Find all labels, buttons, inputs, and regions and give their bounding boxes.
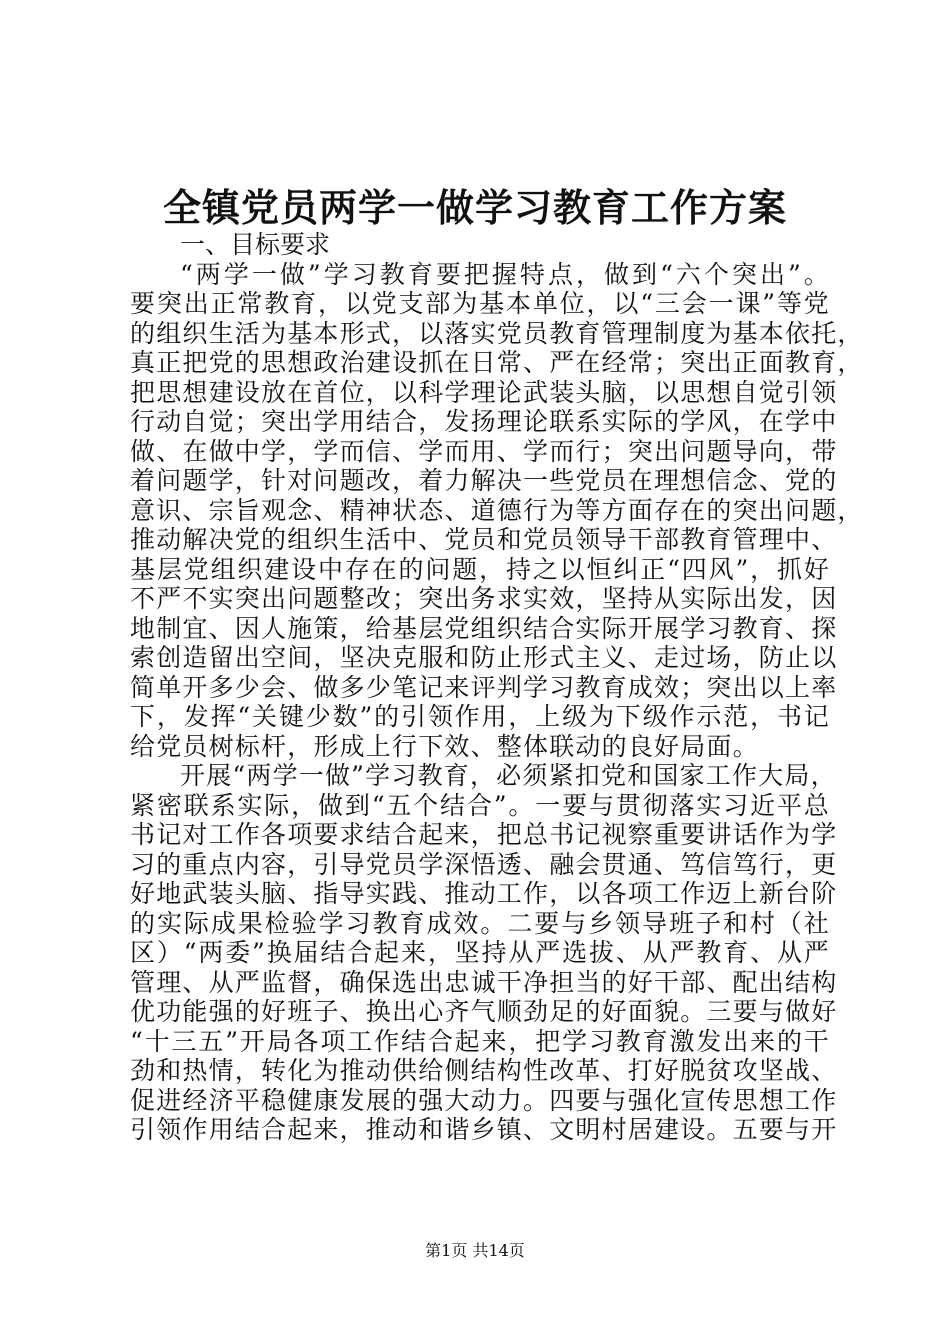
section-heading: 一、目标要求: [180, 230, 331, 259]
paragraph-line: 区）“两委”换届结合起来，坚持从严选拔、从严教育、从严: [130, 938, 830, 967]
paragraph-line: 习的重点内容，引导党员学深悟透、融会贯通、笃信笃行，更: [130, 849, 838, 879]
paragraph-line: 优功能强的好班子、换出心齐气顺劲足的好面貌。三要与做好: [130, 997, 838, 1026]
paragraph-line: 地制宜、因人施策，给基层党组织结合实际开展学习教育、探: [130, 613, 838, 643]
paragraph-line: 把思想建设放在首位，以科学理论武装头脑，以思想自觉引领: [130, 377, 838, 407]
paragraph-line: 的实际成果检验学习教育成效。二要与乡领导班子和村（社: [130, 908, 830, 938]
paragraph-line: 着问题学，针对问题改，着力解决一些党员在理想信念、党的: [130, 466, 838, 495]
paragraph-line: 紧密联系实际，做到“五个结合”。一要与贯彻落实习近平总: [130, 790, 830, 820]
paragraph-line: “十三五”开局各项工作结合起来，把学习教育激发出来的干: [130, 1026, 830, 1056]
paragraph-line: 开展“两学一做”学习教育，必须紧扣党和国家工作大局，: [180, 761, 837, 790]
paragraph-line: 给党员树标杆，形成上行下效、整体联动的良好局面。: [130, 731, 759, 761]
paragraph-line: 索创造留出空间，坚决克服和防止形式主义、走过场，防止以: [130, 643, 838, 672]
paragraph-line: 管理、从严监督，确保选出忠诚干净担当的好干部、配出结构: [130, 967, 838, 997]
paragraph-line: 书记对工作各项要求结合起来，把总书记视察重要讲话作为学: [130, 820, 838, 849]
paragraph-2: [130, 761, 838, 1145]
paragraph-line: 不严不实突出问题整改；突出务求实效，坚持从实际出发，因: [130, 584, 838, 613]
paragraph-line: 要突出正常教育，以党支部为基本单位，以“三会一课”等党: [130, 289, 830, 318]
paragraph-1: [130, 259, 864, 762]
paragraph-line: 劲和热情，转化为推动供给侧结构性改革、打好脱贫攻坚战、: [130, 1056, 838, 1085]
document-body: [130, 230, 864, 1145]
paragraph-line: 下，发挥“关键少数”的引领作用，上级为下级作示范，书记: [130, 702, 830, 731]
paragraph-line: 真正把党的思想政治建设抓在日常、严在经常；突出正面教育，: [130, 348, 864, 377]
paragraph-line: 的组织生活为基本形式，以落实党员教育管理制度为基本依托，: [130, 318, 864, 348]
paragraph-line: 意识、宗旨观念、精神状态、道德行为等方面存在的突出问题，: [130, 495, 864, 525]
paragraph-line: 基层党组织建设中存在的问题，持之以恒纠正“四风”，抓好: [130, 554, 830, 584]
paragraph-line: 促进经济平稳健康发展的强大动力。四要与强化宣传思想工作: [130, 1085, 838, 1115]
paragraph-line: 好地武装头脑、指导实践、推动工作，以各项工作迈上新台阶: [130, 879, 838, 908]
paragraph-line: 做、在做中学，学而信、学而用、学而行；突出问题导向，带: [130, 436, 838, 466]
paragraph-line: 行动自觉；突出学用结合，发扬理论联系实际的学风，在学中: [130, 407, 838, 436]
page-number-footer: 第1页 共14页: [425, 1241, 525, 1260]
paragraph-line: 简单开多少会、做多少笔记来评判学习教育成效；突出以上率: [130, 672, 838, 702]
paragraph-line: “两学一做”学习教育要把握特点，做到“六个突出”。: [180, 259, 830, 289]
paragraph-line: 推动解决党的组织生活中、党员和党员领导干部教育管理中、: [130, 525, 838, 554]
paragraph-line: 引领作用结合起来，推动和谐乡镇、文明村居建设。五要与开: [130, 1115, 838, 1144]
document-title: 全镇党员两学一做学习教育工作方案: [162, 185, 787, 230]
